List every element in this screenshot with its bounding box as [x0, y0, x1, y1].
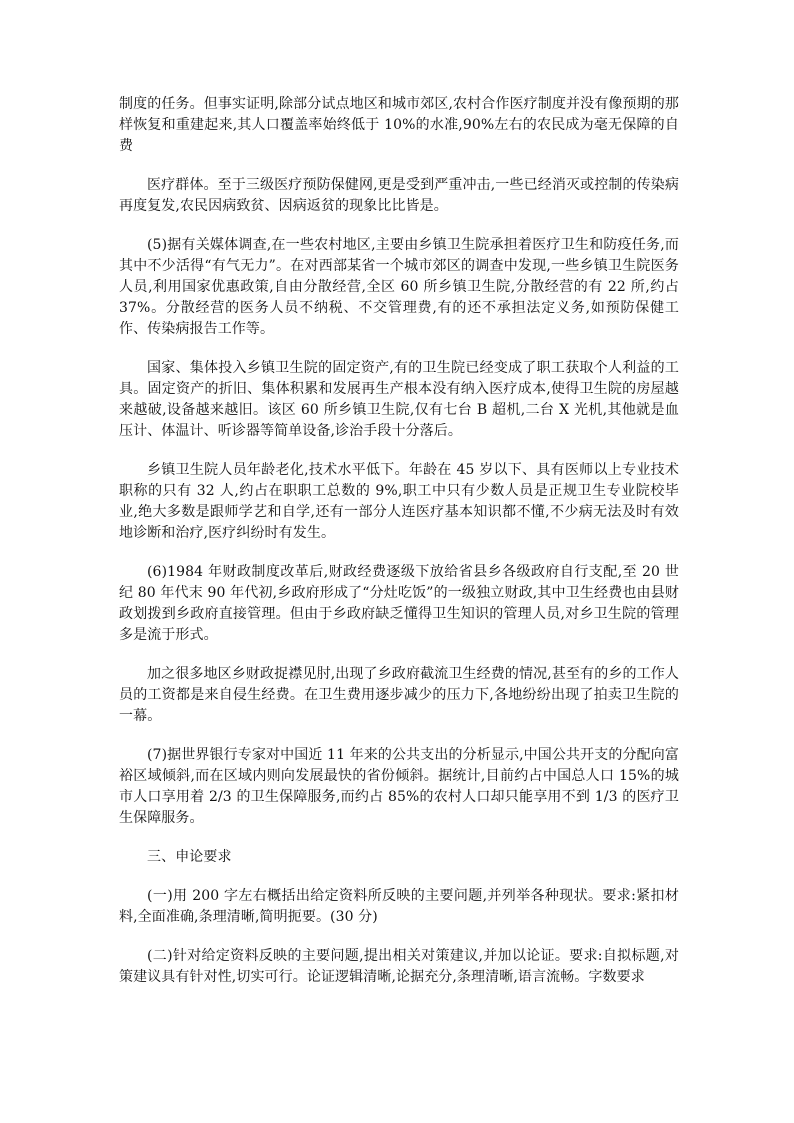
paragraph-gap — [119, 157, 679, 175]
paragraph-gap — [119, 442, 679, 460]
requirement-2: (二)针对给定资料反映的主要问题,提出相关对策建议,并加以论证。要求:自拟标题,对策建议具有针对性,切实可行。论证逻辑清晰,论据充分,条理清晰,语言流畅。字数要求 — [119, 948, 679, 985]
paragraph-gap — [119, 928, 679, 946]
paragraph-4: 国家、集体投入乡镇卫生院的固定资产,有的卫生院已经变成了职工获取个人利益的工具。固定资产的折旧、集体积累和发展再生产根本没有纳入医疗成本,使得卫生院的房屋越来越破,设备越来越旧。该区 60 所乡镇卫生院,仅有七台 B 超机,二台 X 光机,其他就是血压计、体温计、听诊器等简单设备,诊治手段十分落后。 — [119, 360, 679, 439]
requirement-1: (一)用 200 字左右概括出给定资料所反映的主要问题,并列举各种现状。要求:紧扣材料,全面准确,条理清晰,简明扼要。(30 分) — [119, 888, 679, 925]
paragraph-7: 加之很多地区乡财政捉襟见肘,出现了乡政府截流卫生经费的情况,甚至有的乡的工作人员的工资都是来自侵生经费。在卫生费用逐步减少的压力下,各地纷纷出现了拍卖卫生院的一幕。 — [119, 666, 679, 724]
paragraph-6: (6)1984 年财政制度改革后,财政经费逐级下放给省县乡各级政府自行支配,至 20 世纪 80 年代末 90 年代初,乡政府形成了“分灶吃饭”的一级独立财政,其中卫生经费也由县财政划拨到乡政府直接管理。但由于乡政府缺乏懂得卫生知识的管理人员,对乡卫生院的管理多是流于形式。 — [119, 564, 679, 643]
paragraph-8: (7)据世界银行专家对中国近 11 年来的公共支出的分析显示,中国公共开支的分配向富裕区域倾斜,而在区域内则向发展最快的省份倾斜。据统计,目前约占中国总人口 15%的城市人口享用着 2/3 的卫生保障服务,而约占 85%的农村人口却只能享用不到 1/3 的医疗卫生保障服务。 — [119, 747, 679, 826]
paragraph-1: 制度的任务。但事实证明,除部分试点地区和城市郊区,农村合作医疗制度并没有像预期的那样恢复和重建起来,其人口覆盖率始终低于 10%的水准,90%左右的农民成为毫无保障的自费 — [119, 96, 679, 154]
paragraph-gap — [119, 829, 679, 847]
paragraph-3: (5)据有关媒体调查,在一些农村地区,主要由乡镇卫生院承担着医疗卫生和防疫任务,而其中不少活得“有气无力”。在对西部某省一个城市郊区的调查中发现,一些乡镇卫生院医务人员,利用国家优惠政策,自由分散经营,全区 60 所乡镇卫生院,分散经营的有 22 所,约占 37%。分散经营的医务人员不纳税、不交管理费,有的还不承担法定义务,如预防保健工作、传染病报告工作等。 — [119, 237, 679, 337]
paragraph-gap — [119, 868, 679, 886]
paragraph-gap — [119, 727, 679, 745]
paragraph-gap — [119, 646, 679, 664]
paragraph-2: 医疗群体。至于三级医疗预防保健网,更是受到严重冲击,一些已经消灭或控制的传染病再度复发,农民因病致贫、因病返贫的现象比比皆是。 — [119, 177, 679, 214]
section-heading: 三、申论要求 — [147, 849, 232, 865]
paragraph-gap — [119, 217, 679, 235]
paragraph-gap — [119, 340, 679, 358]
paragraph-gap — [119, 544, 679, 562]
document-page — [119, 94, 679, 988]
paragraph-5: 乡镇卫生院人员年龄老化,技术水平低下。年龄在 45 岁以下、具有医师以上专业技术职称的只有 32 人,约占在职职工总数的 9%,职工中只有少数人员是正规卫生专业院校毕业,绝大多数是跟师学艺和自学,还有一部分人连医疗基本知识都不懂,不少病无法及时有效地诊断和治疗,医疗纠纷时有发生。 — [119, 462, 679, 541]
